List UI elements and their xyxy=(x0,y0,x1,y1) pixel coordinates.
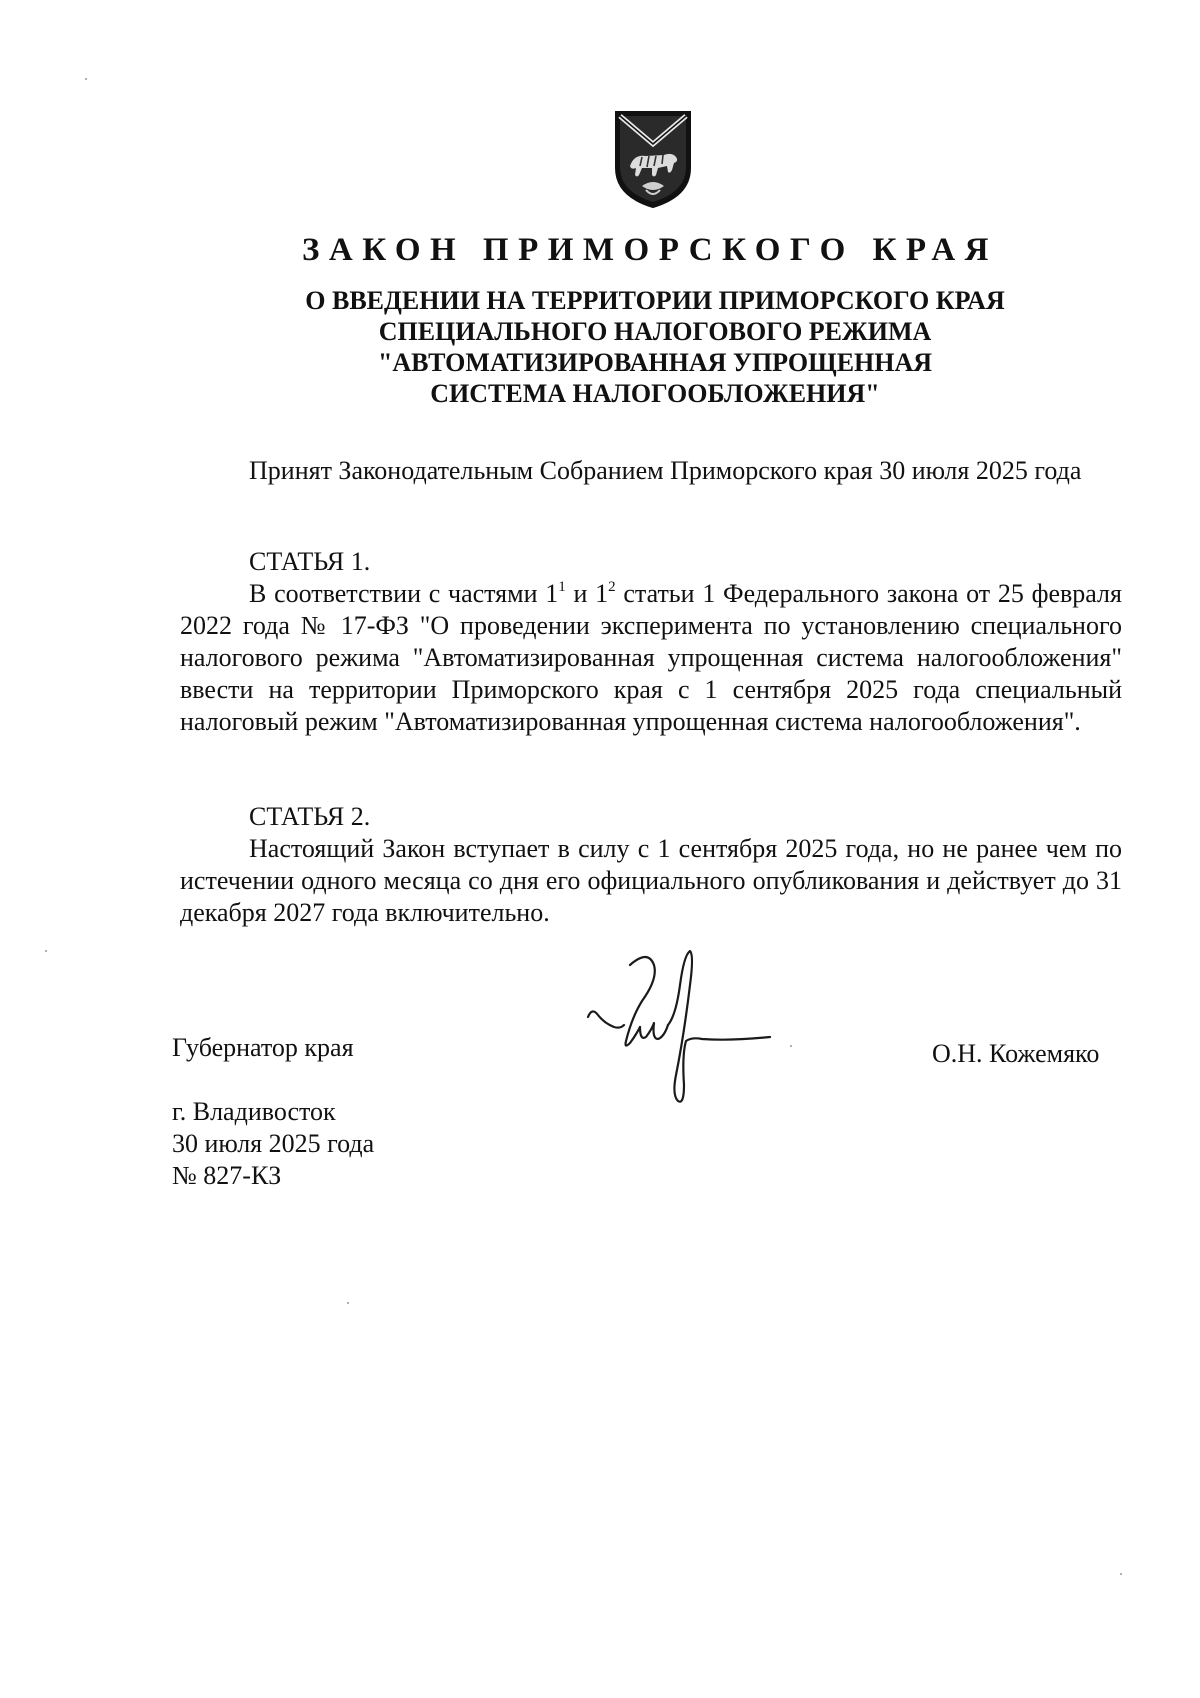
law-number: № 827-КЗ xyxy=(172,1161,282,1190)
issue-city: г. Владивосток xyxy=(172,1097,336,1126)
handwritten-signature xyxy=(580,945,780,1120)
subtitle-line: СПЕЦИАЛЬНОГО НАЛОГОВОГО РЕЖИМА xyxy=(378,317,932,346)
adoption-statement: Принят Законодательным Собранием Приморского края 30 июля 2025 года xyxy=(249,456,1082,485)
superscript: 2 xyxy=(608,579,616,595)
law-subtitle xyxy=(170,285,1140,409)
article-1-text-part: и 1 xyxy=(565,579,609,608)
signatory-name: О.Н. Кожемяко xyxy=(932,1039,1100,1068)
article-1-text xyxy=(180,578,1122,738)
law-title: ЗАКОН ПРИМОРСКОГО КРАЯ xyxy=(301,232,999,268)
superscript: 1 xyxy=(558,579,566,595)
coat-of-arms-emblem xyxy=(612,108,694,210)
scan-speck xyxy=(85,78,87,80)
subtitle-line: О ВВЕДЕНИИ НА ТЕРРИТОРИИ ПРИМОРСКОГО КРАЯ xyxy=(305,286,1005,315)
article-2-heading: СТАТЬЯ 2. xyxy=(249,802,371,831)
scan-speck xyxy=(790,1045,792,1047)
article-1-text-part: статьи 1 Федерального закона от 25 февраля 2022 года № 17-ФЗ "О проведении эксперимента по установлению специального налогового режима "Автоматизированная упрощенная система налогообложения" ввести на территории Приморского края с 1 сентября 2025 года специальный налоговый режим "Автоматизированная упрощенная система налогообложения". xyxy=(180,579,1122,736)
scan-speck xyxy=(45,950,47,952)
subtitle-line: СИСТЕМА НАЛОГООБЛОЖЕНИЯ" xyxy=(430,379,880,408)
article-1-heading: СТАТЬЯ 1. xyxy=(249,547,371,576)
article-1-text-part: В соответствии с частями 1 xyxy=(249,579,559,608)
scan-speck xyxy=(347,1302,349,1304)
issue-date: 30 июля 2025 года xyxy=(172,1129,375,1158)
subtitle-line: "АВТОМАТИЗИРОВАННАЯ УПРОЩЕННАЯ xyxy=(377,348,933,377)
scan-speck xyxy=(1120,1573,1122,1575)
article-2-text: Настоящий Закон вступает в силу с 1 сентября 2025 года, но не ранее чем по истечении одного месяца со дня его официального опубликования и действует до 31 декабря 2027 года включительно. xyxy=(180,834,1122,927)
signatory-position: Губернатор края xyxy=(172,1033,354,1062)
